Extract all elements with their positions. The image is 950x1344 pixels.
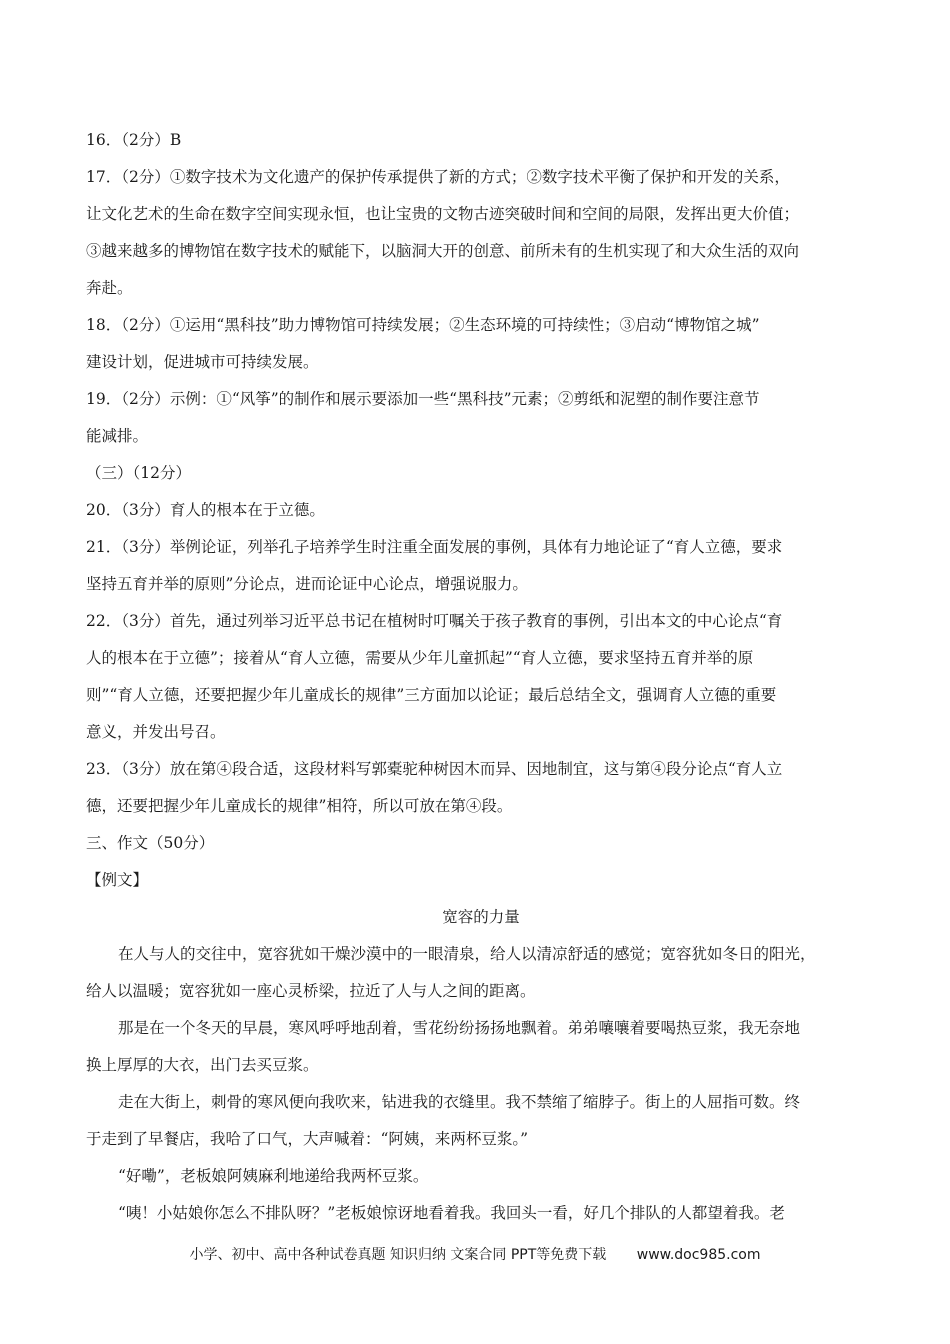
answer-17-line: 让文化艺术的生命在数字空间实现永恒，也让宝贵的文物古迹突破时间和空间的局限，发挥出更大价值；: [86, 205, 800, 223]
answer-16: 16．（2分）B: [86, 131, 182, 149]
answer-22-line: 人的根本在于立德”；接着从“育人立德，需要从少年儿童抓起”“育人立德，要求坚持五育并举的原: [86, 649, 754, 667]
answer-21-line: 坚持五育并举的原则”分论点，进而论证中心论点，增强说服力。: [86, 575, 528, 593]
essay-paragraph-line: 在人与人的交往中，宽容犹如干燥沙漠中的一眼清泉，给人以清凉舒适的感觉；宽容犹如冬日的阳光，: [118, 945, 816, 963]
answer-19-line: 能减排。: [86, 427, 149, 445]
answer-17-line: 奔赴。: [86, 279, 133, 297]
composition-heading: 三、作文（50分）: [86, 834, 215, 852]
answer-17-line: 17．（2分）①数字技术为文化遗产的保护传承提供了新的方式；②数字技术平衡了保护和开发的关系，: [86, 168, 790, 186]
answer-22-line: 22．（3分）首先，通过列举习近平总书记在植树时叮嘱关于孩子教育的事例，引出本文的中心论点“育: [86, 612, 783, 630]
essay-paragraph-line: “咦！小姑娘你怎么不排队呀？”老板娘惊讶地看着我。我回头一看，好几个排队的人都望着我。老: [118, 1204, 785, 1222]
section-3-heading: （三）（12分）: [86, 464, 191, 482]
answer-20: 20．（3分）育人的根本在于立德。: [86, 501, 325, 519]
answer-22-line: 意义，并发出号召。: [86, 723, 226, 741]
answer-18-line: 建设计划，促进城市可持续发展。: [86, 353, 319, 371]
answer-19-line: 19．（2分）示例：①“风筝”的制作和展示要添加一些“黑科技”元素；②剪纸和泥塑的制作要注意节: [86, 390, 760, 408]
footer-url-link[interactable]: www.doc985.com: [636, 1247, 761, 1263]
answer-23-line: 23．（3分）放在第④段合适，这段材料写郭橐驼种树因木而异、因地制宜，这与第④段分论点“育人立: [86, 760, 783, 778]
essay-paragraph-line: 给人以温暖；宽容犹如一座心灵桥梁，拉近了人与人之间的距离。: [86, 982, 536, 1000]
answer-17-line: ③越来越多的博物馆在数字技术的赋能下，以脑洞大开的创意、前所未有的生机实现了和大众生活的双向: [86, 242, 800, 260]
essay-paragraph-line: 那是在一个冬天的早晨，寒风呼呼地刮着，雪花纷纷扬扬地飘着。弟弟嚷嚷着要喝热豆浆，我无奈地: [118, 1019, 801, 1037]
essay-paragraph-line: 于走到了早餐店，我哈了口气，大声喊着：“阿姨，来两杯豆浆。”: [86, 1130, 529, 1148]
page-content: [86, 122, 876, 1232]
page-footer: [0, 1244, 950, 1264]
essay-paragraph-line: 换上厚厚的大衣，出门去买豆浆。: [86, 1056, 319, 1074]
essay-paragraph-line: “好嘞”，老板娘阿姨麻利地递给我两杯豆浆。: [118, 1167, 429, 1185]
essay-title: 宽容的力量: [442, 908, 520, 926]
footer-text: 小学、初中、高中各种试卷真题 知识归纳 文案合同 PPT等免费下载: [189, 1247, 607, 1263]
essay-paragraph-line: 走在大街上，刺骨的寒风便向我吹来，钻进我的衣缝里。我不禁缩了缩脖子。街上的人屈指可数。终: [118, 1093, 801, 1111]
example-label: 【例文】: [86, 871, 149, 889]
answer-23-line: 德，还要把握少年儿童成长的规律”相符，所以可放在第④段。: [86, 797, 513, 815]
answer-21-line: 21．（3分）举例论证，列举孔子培养学生时注重全面发展的事例，具体有力地论证了“育人立德，要求: [86, 538, 783, 556]
answer-22-line: 则”“育人立德，还要把握少年儿童成长的规律”三方面加以论证；最后总结全文，强调育人立德的重要: [86, 686, 777, 704]
answer-18-line: 18．（2分）①运用“黑科技”助力博物馆可持续发展；②生态环境的可持续性；③启动“博物馆之城”: [86, 316, 760, 334]
